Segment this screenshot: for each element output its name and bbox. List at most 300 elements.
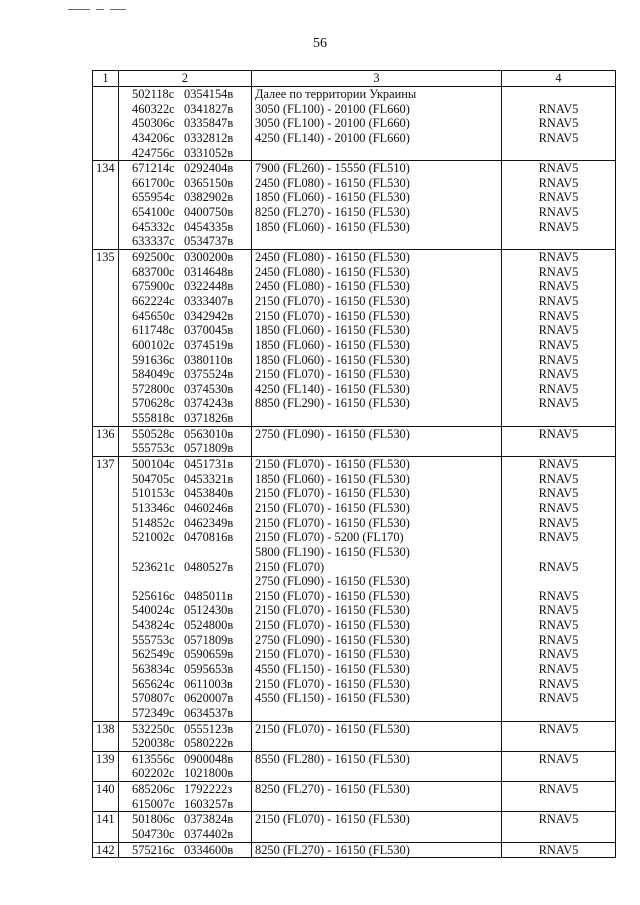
altitude-range: 2150 (FL070) - 16150 (FL530)	[255, 457, 410, 472]
table-row	[93, 751, 616, 781]
latitude: 600102с	[132, 337, 175, 352]
longitude: 0335847в	[184, 116, 234, 131]
latitude: 532250с	[132, 721, 175, 736]
coordinate-pair	[119, 691, 251, 706]
route-number: 136	[96, 426, 115, 441]
latitude: 513346с	[132, 500, 175, 515]
nav-spec: RNAV5	[538, 381, 579, 396]
coordinate-pair	[119, 603, 251, 618]
altitude-range: 8550 (FL280) - 16150 (FL530)	[255, 751, 410, 766]
longitude: 0453840в	[184, 486, 234, 501]
nav-spec: RNAV5	[538, 130, 579, 145]
coordinates-cell	[119, 426, 252, 456]
route-number: 139	[96, 751, 115, 766]
latitude: 543824с	[132, 618, 175, 633]
altitude-cell	[252, 87, 502, 161]
latitude: 555818с	[132, 411, 175, 426]
nav-spec: RNAV5	[538, 250, 579, 265]
coordinate-pair	[119, 472, 251, 487]
table-row	[93, 457, 616, 722]
latitude: 613556с	[132, 751, 175, 766]
scan-artifact	[68, 0, 138, 6]
nav-spec	[502, 827, 615, 842]
coordinate-pair	[119, 102, 251, 117]
longitude: 0571809в	[184, 441, 234, 456]
altitude-range: 8250 (FL270) - 16150 (FL530)	[255, 842, 410, 857]
nav-spec: RNAV5	[538, 279, 579, 294]
latitude: 662224с	[132, 293, 175, 308]
nav-spec: RNAV5	[538, 782, 579, 797]
coordinate-pair	[119, 279, 251, 294]
coordinate-pair	[119, 323, 251, 338]
coordinate-pair	[119, 706, 251, 721]
latitude: 500104с	[132, 457, 175, 472]
nav-spec: RNAV5	[538, 721, 579, 736]
coordinate-pair	[119, 516, 251, 531]
coordinates-cell	[119, 782, 252, 812]
coordinate-pair	[119, 427, 251, 442]
altitude-range: 8250 (FL270) - 16150 (FL530)	[255, 782, 410, 797]
nav-spec	[502, 87, 615, 102]
coordinate-pair	[119, 812, 251, 827]
nav-spec: RNAV5	[538, 190, 579, 205]
altitude-range: 2450 (FL080) - 16150 (FL530)	[255, 279, 410, 294]
route-number	[93, 87, 118, 102]
table-header-row	[93, 71, 616, 87]
longitude: 0341827в	[184, 101, 234, 116]
latitude: 555753с	[132, 632, 175, 647]
navigation-spec-cell	[502, 812, 616, 842]
coordinates-cell	[119, 842, 252, 858]
longitude: 0331052в	[184, 145, 234, 160]
latitude: 645332с	[132, 219, 175, 234]
table-row	[93, 842, 616, 858]
latitude: 550528с	[132, 426, 175, 441]
nav-spec	[502, 411, 615, 426]
nav-spec: RNAV5	[538, 175, 579, 190]
altitude-range	[252, 706, 501, 721]
latitude: 525616с	[132, 588, 175, 603]
longitude: 0485011в	[184, 588, 233, 603]
nav-spec: RNAV5	[538, 367, 579, 382]
longitude: 0374402в	[184, 827, 234, 842]
column-header: 4	[502, 71, 616, 87]
nav-spec: RNAV5	[538, 618, 579, 633]
altitude-range: 4250 (FL140) - 16150 (FL530)	[255, 381, 410, 396]
longitude: 1603257в	[184, 796, 234, 811]
nav-spec: RNAV5	[538, 812, 579, 827]
latitude: 685206с	[132, 782, 175, 797]
route-number-cell	[93, 87, 119, 161]
latitude: 575216с	[132, 842, 175, 857]
altitude-range: 2150 (FL070) - 16150 (FL530)	[255, 486, 410, 501]
latitude: 514852с	[132, 515, 175, 530]
latitude: 654100с	[132, 205, 175, 220]
coordinate-pair	[119, 116, 251, 131]
route-number-cell	[93, 457, 119, 722]
latitude: 661700с	[132, 175, 175, 190]
route-number: 141	[96, 812, 115, 827]
altitude-cell	[252, 842, 502, 858]
nav-spec: RNAV5	[538, 559, 579, 574]
coordinate-pair	[119, 736, 251, 751]
nav-spec: RNAV5	[538, 219, 579, 234]
latitude: 591636с	[132, 352, 175, 367]
nav-spec	[502, 736, 615, 751]
table-row	[93, 721, 616, 751]
longitude: 0292404в	[184, 161, 234, 176]
altitude-range: 2150 (FL070) - 16150 (FL530)	[255, 588, 410, 603]
latitude: 570807с	[132, 691, 175, 706]
longitude: 0373824в	[184, 812, 234, 827]
coordinate-pair	[119, 367, 251, 382]
coordinate-pair	[119, 234, 251, 249]
coordinates-cell	[119, 751, 252, 781]
nav-spec: RNAV5	[538, 515, 579, 530]
coordinate-pair	[119, 353, 251, 368]
nav-spec: RNAV5	[538, 116, 579, 131]
longitude: 0634537в	[184, 705, 234, 720]
longitude: 0314648в	[184, 264, 234, 279]
latitude: 434206с	[132, 130, 175, 145]
nav-spec: RNAV5	[538, 264, 579, 279]
longitude: 0524800в	[184, 618, 234, 633]
longitude: 0365150в	[184, 175, 234, 190]
altitude-range: 2750 (FL090) - 16150 (FL530)	[255, 632, 410, 647]
latitude: 562549с	[132, 647, 175, 662]
route-number: 142	[96, 842, 115, 857]
latitude: 645650с	[132, 308, 175, 323]
longitude: 0460246в	[184, 500, 234, 515]
longitude: 0590659в	[184, 647, 234, 662]
altitude-range: 2450 (FL080) - 16150 (FL530)	[255, 264, 410, 279]
altitude-range	[252, 827, 501, 842]
latitude: 633337с	[132, 234, 175, 249]
coordinate-pair	[119, 530, 251, 545]
nav-spec: RNAV5	[538, 308, 579, 323]
route-number-cell	[93, 721, 119, 751]
coordinate-pair	[119, 176, 251, 191]
altitude-range: 1850 (FL060) - 16150 (FL530)	[255, 352, 410, 367]
altitude-range: 2150 (FL070) - 16150 (FL530)	[255, 367, 410, 382]
nav-spec: RNAV5	[538, 632, 579, 647]
altitude-range	[252, 736, 501, 751]
coordinate-pair	[119, 250, 251, 265]
altitude-range: 3050 (FL100) - 20100 (FL660)	[255, 116, 410, 131]
coordinate-pair	[119, 205, 251, 220]
coordinates-cell	[119, 87, 252, 161]
longitude: 0580222в	[184, 736, 234, 751]
longitude: 1021800в	[184, 766, 234, 781]
longitude: 0480527в	[184, 559, 234, 574]
table-row	[93, 812, 616, 842]
altitude-range: 2150 (FL070)	[255, 559, 325, 574]
longitude: 0374243в	[184, 396, 234, 411]
latitude: 450306с	[132, 116, 175, 131]
longitude: 0334600в	[184, 842, 234, 857]
altitude-cell	[252, 457, 502, 722]
latitude: 671214с	[132, 161, 175, 176]
nav-spec: RNAV5	[538, 647, 579, 662]
latitude: 501806с	[132, 812, 175, 827]
altitude-range: 2450 (FL080) - 16150 (FL530)	[255, 250, 410, 265]
nav-spec: RNAV5	[538, 323, 579, 338]
latitude: 675900с	[132, 279, 175, 294]
nav-spec: RNAV5	[538, 426, 579, 441]
navigation-spec-cell	[502, 842, 616, 858]
latitude: 615007с	[132, 796, 175, 811]
navigation-spec-cell	[502, 751, 616, 781]
coordinates-cell	[119, 812, 252, 842]
route-number-cell	[93, 751, 119, 781]
page-number: 56	[313, 36, 327, 51]
table-row	[93, 426, 616, 456]
nav-spec: RNAV5	[538, 486, 579, 501]
coordinate-pair	[119, 87, 251, 102]
table-body	[93, 87, 616, 858]
nav-spec: RNAV5	[538, 396, 579, 411]
table-row	[93, 250, 616, 427]
altitude-range: Далее по территории Украины	[255, 87, 417, 101]
route-number: 137	[96, 457, 115, 472]
route-number-cell	[93, 426, 119, 456]
altitude-range: 2150 (FL070) - 5200 (FL170)	[255, 530, 404, 545]
latitude: 565624с	[132, 676, 175, 691]
latitude: 611748с	[132, 323, 175, 338]
longitude: 0342942в	[184, 308, 234, 323]
longitude: 0462349в	[184, 515, 234, 530]
nav-spec: RNAV5	[538, 101, 579, 116]
navigation-spec-cell	[502, 161, 616, 250]
longitude: 0571809в	[184, 632, 234, 647]
altitude-range: 2150 (FL070) - 16150 (FL530)	[255, 618, 410, 633]
nav-spec: RNAV5	[538, 661, 579, 676]
nav-spec: RNAV5	[538, 588, 579, 603]
nav-spec: RNAV5	[538, 161, 579, 176]
route-number-cell	[93, 782, 119, 812]
latitude: 460322с	[132, 101, 175, 116]
coordinate-pair	[119, 396, 251, 411]
coordinates-cell	[119, 161, 252, 250]
longitude: 0595653в	[184, 661, 234, 676]
altitude-range	[252, 146, 501, 161]
altitude-range: 1850 (FL060) - 16150 (FL530)	[255, 471, 410, 486]
latitude: 520038с	[132, 736, 175, 751]
table-row	[93, 87, 616, 161]
column-header: 3	[252, 71, 502, 87]
coordinate-pair	[119, 752, 251, 767]
coordinates-cell	[119, 457, 252, 722]
coordinate-pair	[119, 662, 251, 677]
latitude: 510153с	[132, 486, 175, 501]
nav-spec: RNAV5	[538, 603, 579, 618]
altitude-range: 4250 (FL140) - 20100 (FL660)	[255, 130, 410, 145]
coordinate-pair	[119, 797, 251, 812]
column-header: 2	[119, 71, 252, 87]
longitude: 0375524в	[184, 367, 234, 382]
nav-spec: RNAV5	[538, 500, 579, 515]
altitude-range	[252, 441, 501, 456]
altitude-range: 2150 (FL070) - 16150 (FL530)	[255, 500, 410, 515]
latitude: 504730с	[132, 827, 175, 842]
latitude: 563834с	[132, 661, 175, 676]
longitude: 0534737в	[184, 234, 234, 249]
longitude: 0611003в	[184, 676, 233, 691]
longitude: 0322448в	[184, 279, 234, 294]
route-number: 140	[96, 782, 115, 797]
altitude-range: 8850 (FL290) - 16150 (FL530)	[255, 396, 410, 411]
nav-spec: RNAV5	[538, 676, 579, 691]
longitude: 0453321в	[184, 471, 234, 486]
table-row	[93, 782, 616, 812]
altitude-range	[252, 411, 501, 426]
nav-spec: RNAV5	[538, 471, 579, 486]
coordinate-pair	[119, 633, 251, 648]
coordinates-cell	[119, 250, 252, 427]
altitude-cell	[252, 751, 502, 781]
altitude-range: 2150 (FL070) - 16150 (FL530)	[255, 603, 410, 618]
route-number-cell	[93, 842, 119, 858]
nav-spec	[502, 146, 615, 161]
latitude: 584049с	[132, 367, 175, 382]
coordinate-pair	[119, 486, 251, 501]
latitude: 502118с	[132, 87, 175, 101]
altitude-range: 2750 (FL090) - 16150 (FL530)	[255, 426, 410, 441]
longitude: 0354154в	[184, 87, 234, 101]
coordinate-pair	[119, 338, 251, 353]
altitude-range: 2150 (FL070) - 16150 (FL530)	[255, 812, 410, 827]
altitude-range	[252, 797, 501, 812]
coordinate-pair	[119, 647, 251, 662]
nav-spec: RNAV5	[538, 751, 579, 766]
coordinate-pair	[119, 677, 251, 692]
altitude-range: 2750 (FL090) - 16150 (FL530)	[255, 574, 410, 589]
navigation-spec-cell	[502, 721, 616, 751]
longitude: 0900048в	[184, 751, 234, 766]
route-number: 138	[96, 721, 115, 736]
coordinate-pair	[119, 265, 251, 280]
altitude-range: 1850 (FL060) - 16150 (FL530)	[255, 219, 410, 234]
coordinate-pair	[119, 545, 251, 560]
altitude-cell	[252, 426, 502, 456]
nav-spec	[502, 766, 615, 781]
nav-spec	[502, 797, 615, 812]
coordinate-pair	[119, 560, 251, 575]
coordinate-pair	[119, 190, 251, 205]
altitude-cell	[252, 812, 502, 842]
latitude: 572349с	[132, 705, 175, 720]
longitude: 0555123в	[184, 721, 234, 736]
longitude: 0512430в	[184, 603, 234, 618]
longitude: 0333407в	[184, 293, 234, 308]
nav-spec: RNAV5	[538, 457, 579, 472]
coordinate-pair	[119, 827, 251, 842]
routes-table	[92, 70, 616, 858]
nav-spec: RNAV5	[538, 842, 579, 857]
altitude-range: 7900 (FL260) - 15550 (FL510)	[255, 161, 410, 176]
longitude: 0563010в	[184, 426, 234, 441]
longitude: 0370045в	[184, 323, 234, 338]
nav-spec	[502, 545, 615, 560]
nav-spec: RNAV5	[538, 293, 579, 308]
longitude: 0382902в	[184, 190, 234, 205]
nav-spec: RNAV5	[538, 337, 579, 352]
coordinate-pair	[119, 131, 251, 146]
coordinate-pair	[119, 161, 251, 176]
altitude-range: 1850 (FL060) - 16150 (FL530)	[255, 323, 410, 338]
altitude-range	[252, 766, 501, 781]
nav-spec: RNAV5	[538, 691, 579, 706]
longitude: 0374519в	[184, 337, 234, 352]
latitude: 692500с	[132, 250, 175, 265]
latitude: 555753с	[132, 441, 175, 456]
latitude: 683700с	[132, 264, 175, 279]
navigation-spec-cell	[502, 457, 616, 722]
latitude: 655954с	[132, 190, 175, 205]
longitude: 1792222з	[184, 782, 233, 797]
altitude-range: 2150 (FL070) - 16150 (FL530)	[255, 515, 410, 530]
altitude-range: 3050 (FL100) - 20100 (FL660)	[255, 101, 410, 116]
nav-spec	[502, 441, 615, 456]
longitude: 0332812в	[184, 130, 234, 145]
coordinate-pair	[119, 220, 251, 235]
route-number: 134	[96, 161, 115, 176]
nav-spec	[502, 234, 615, 249]
coordinate-pair	[119, 766, 251, 781]
latitude: 523621с	[132, 559, 175, 574]
coordinate-pair	[119, 574, 251, 589]
longitude: 0470816в	[184, 530, 234, 545]
altitude-range: 4550 (FL150) - 16150 (FL530)	[255, 661, 410, 676]
latitude: 424756с	[132, 145, 175, 160]
altitude-range	[252, 234, 501, 249]
nav-spec: RNAV5	[538, 352, 579, 367]
navigation-spec-cell	[502, 426, 616, 456]
longitude: 0371826в	[184, 411, 234, 426]
altitude-range: 1850 (FL060) - 16150 (FL530)	[255, 190, 410, 205]
column-header: 1	[93, 71, 119, 87]
route-number: 135	[96, 250, 115, 265]
longitude: 0451731в	[184, 457, 234, 472]
nav-spec	[502, 706, 615, 721]
altitude-cell	[252, 782, 502, 812]
coordinate-pair	[119, 457, 251, 472]
coordinate-pair	[119, 309, 251, 324]
altitude-cell	[252, 721, 502, 751]
coordinate-pair	[119, 843, 251, 858]
coordinate-pair	[119, 146, 251, 161]
coordinate-pair	[119, 441, 251, 456]
table-row	[93, 161, 616, 250]
latitude: 540024с	[132, 603, 175, 618]
navigation-spec-cell	[502, 782, 616, 812]
coordinate-pair	[119, 782, 251, 797]
longitude: 0300200в	[184, 250, 234, 265]
altitude-range: 2150 (FL070) - 16150 (FL530)	[255, 647, 410, 662]
coordinate-pair	[119, 411, 251, 426]
altitude-range: 2150 (FL070) - 16150 (FL530)	[255, 721, 410, 736]
nav-spec: RNAV5	[538, 205, 579, 220]
altitude-cell	[252, 250, 502, 427]
altitude-range: 2150 (FL070) - 16150 (FL530)	[255, 308, 410, 323]
altitude-range: 4550 (FL150) - 16150 (FL530)	[255, 691, 410, 706]
coordinate-pair	[119, 722, 251, 737]
coordinate-pair	[119, 589, 251, 604]
longitude: 0620007в	[184, 691, 234, 706]
route-number-cell	[93, 250, 119, 427]
longitude: 0400750в	[184, 205, 234, 220]
longitude: 0374530в	[184, 381, 234, 396]
